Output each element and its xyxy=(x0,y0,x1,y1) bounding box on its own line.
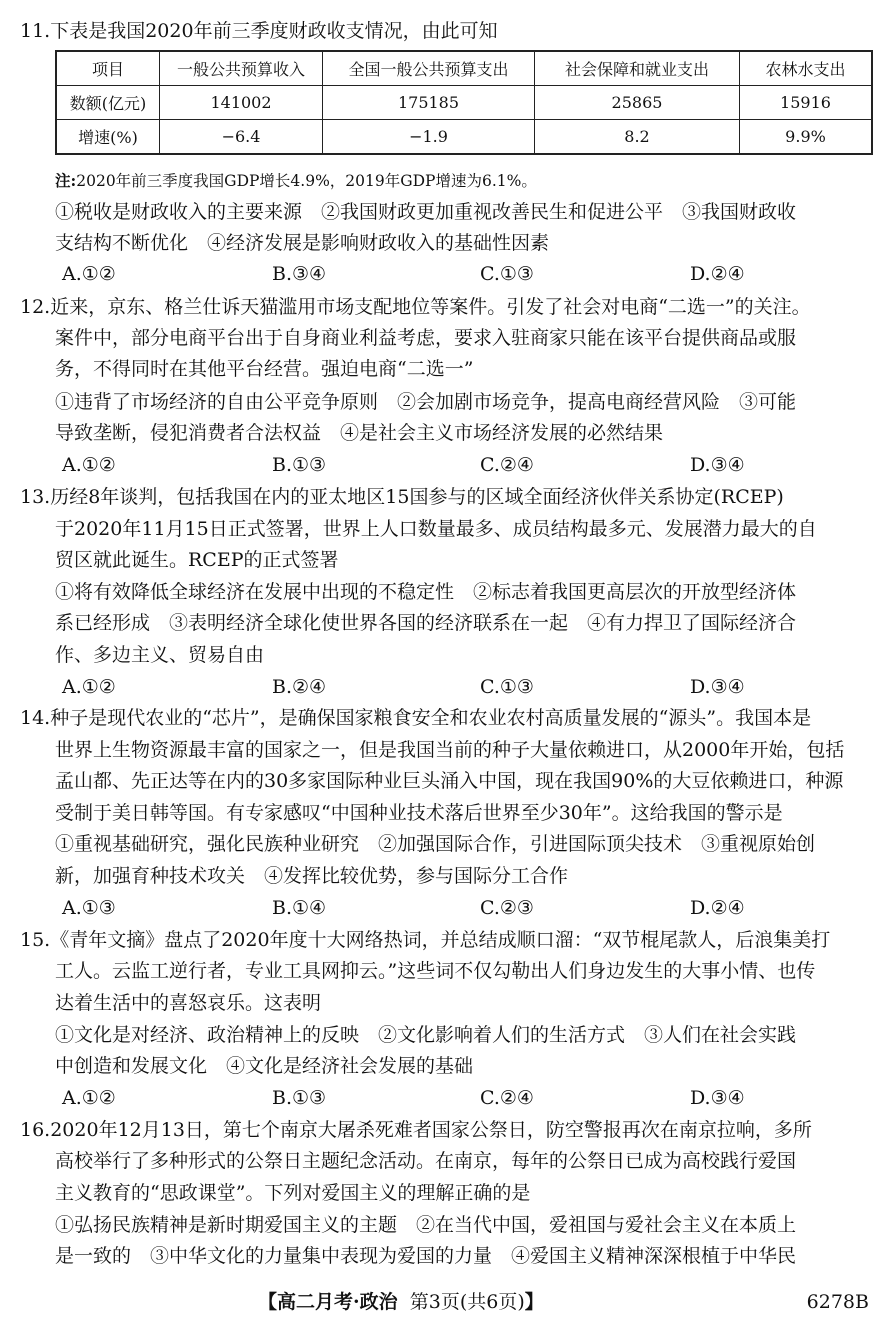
table-row xyxy=(56,86,872,120)
question-11-statement-line: ①税收是财政收入的主要来源 ②我国财政更加重视改善民生和促进公平 ③我国财政收 xyxy=(55,201,797,223)
table-header-cell: 项目 xyxy=(56,51,160,86)
question-13-line: 贸区就此诞生。RCEP的正式签署 xyxy=(55,549,339,571)
option-a[interactable]: A.①② xyxy=(62,1087,116,1109)
footer-exam-info xyxy=(258,1289,544,1315)
option-c[interactable]: C.①③ xyxy=(480,676,534,698)
question-11-stem: 11.下表是我国2020年前三季度财政收支情况，由此可知 xyxy=(20,20,498,42)
question-14-options xyxy=(62,893,842,923)
option-c[interactable]: C.①③ xyxy=(480,263,534,285)
question-11-statement-line: 支结构不断优化 ④经济发展是影响财政收入的基础性因素 xyxy=(55,232,550,254)
question-13-line: 系已经形成 ③表明经济全球化使世界各国的经济联系在一起 ④有力捍卫了国际经济合 xyxy=(55,612,797,634)
option-d[interactable]: D.③④ xyxy=(690,676,745,698)
footer-open-bracket: 【 xyxy=(258,1291,278,1313)
option-d[interactable]: D.②④ xyxy=(690,897,745,919)
finance-table xyxy=(55,50,873,155)
question-12-line: 导致垄断，侵犯消费者合法权益 ④是社会主义市场经济发展的必然结果 xyxy=(55,422,664,444)
note-text: 2020年前三季度我国GDP增长4.9%，2019年GDP增速为6.1%。 xyxy=(76,172,537,190)
question-13-line: ①将有效降低全球经济在发展中出现的不稳定性 ②标志着我国更高层次的开放型经济体 xyxy=(55,581,797,603)
question-14-line: 世界上生物资源最丰富的国家之一，但是我国当前的种子大量依赖进口，从2000年开始，包括 xyxy=(55,739,845,761)
table-cell: −6.4 xyxy=(160,120,323,155)
question-12-line: 案件中，部分电商平台出于自身商业利益考虑，要求入驻商家只能在该平台提供商品或服 xyxy=(55,327,797,349)
question-14-line: 14.种子是现代农业的“芯片”，是确保国家粮食安全和农业农村高质量发展的“源头”。我国本是 xyxy=(20,707,812,729)
question-16-line: 16.2020年12月13日，第七个南京大屠杀死难者国家公祭日，防空警报再次在南京拉响，多所 xyxy=(20,1119,812,1141)
option-d[interactable]: D.②④ xyxy=(690,263,745,285)
question-13-options xyxy=(62,672,842,702)
table-cell: 增速(%) xyxy=(56,120,160,155)
option-a[interactable]: A.①② xyxy=(62,454,116,476)
question-15-line: 中创造和发展文化 ④文化是经济社会发展的基础 xyxy=(55,1055,474,1077)
question-15-line: 工人。云监工逆行者，专业工具网抑云。”这些词不仅勾勒出人们身边发生的大事小情、也传 xyxy=(55,960,816,982)
option-b[interactable]: B.①③ xyxy=(272,1087,327,1109)
question-16-line: 主义教育的“思政课堂”。下列对爱国主义的理解正确的是 xyxy=(55,1182,531,1204)
table-cell: 数额(亿元) xyxy=(56,86,160,120)
question-12-line: ①违背了市场经济的自由公平竞争原则 ②会加剧市场竞争，提高电商经营风险 ③可能 xyxy=(55,391,797,413)
table-cell: 9.9% xyxy=(740,120,873,155)
question-12-options xyxy=(62,450,842,480)
table-header-cell: 农林水支出 xyxy=(740,51,873,86)
table-cell: 175185 xyxy=(323,86,535,120)
question-15-options xyxy=(62,1083,842,1113)
option-b[interactable]: B.①③ xyxy=(272,454,327,476)
question-14-line: 孟山都、先正达等在内的30多家国际种业巨头涌入中国，现在我国90%的大豆依赖进口，种源 xyxy=(55,770,844,792)
question-12-line: 12.近来，京东、格兰仕诉天猫滥用市场支配地位等案件。引发了社会对电商“二选一”的关注。 xyxy=(20,296,811,318)
option-c[interactable]: C.②④ xyxy=(480,1087,534,1109)
question-11-options xyxy=(62,259,842,289)
option-a[interactable]: A.①② xyxy=(62,263,116,285)
table-cell: 15916 xyxy=(740,86,873,120)
table-note xyxy=(55,170,537,192)
table-header-row xyxy=(56,51,872,86)
question-15-line: 达着生活中的喜怒哀乐。这表明 xyxy=(55,992,322,1014)
question-14-line: ①重视基础研究，强化民族种业研究 ②加强国际合作，引进国际顶尖技术 ③重视原始创 xyxy=(55,833,816,855)
table-header-cell: 全国一般公共预算支出 xyxy=(323,51,535,86)
option-d[interactable]: D.③④ xyxy=(690,454,745,476)
option-c[interactable]: C.②④ xyxy=(480,454,534,476)
option-d[interactable]: D.③④ xyxy=(690,1087,745,1109)
question-12-line: 务，不得同时在其他平台经营。强迫电商“二选一” xyxy=(55,358,474,380)
question-14-line: 受制于美日韩等国。有专家感叹“中国种业技术落后世界至少30年”。这给我国的警示是 xyxy=(55,802,783,824)
footer-exam-name: 高二月考·政治 xyxy=(277,1291,398,1313)
table-cell: 8.2 xyxy=(535,120,740,155)
footer-close-bracket: 】 xyxy=(524,1291,544,1313)
option-c[interactable]: C.②③ xyxy=(480,897,534,919)
option-b[interactable]: B.②④ xyxy=(272,676,327,698)
question-16-line: ①弘扬民族精神是新时期爱国主义的主题 ②在当代中国，爱祖国与爱社会主义在本质上 xyxy=(55,1214,797,1236)
question-13-line: 作、多边主义、贸易自由 xyxy=(55,644,265,666)
option-a[interactable]: A.①② xyxy=(62,676,116,698)
question-13-line: 13.历经8年谈判，包括我国在内的亚太地区15国参与的区域全面经济伙伴关系协定(RCEP) xyxy=(20,486,784,508)
question-14-line: 新，加强育种技术攻关 ④发挥比较优势，参与国际分工合作 xyxy=(55,865,569,887)
option-a[interactable]: A.①③ xyxy=(62,897,116,919)
option-b[interactable]: B.③④ xyxy=(272,263,327,285)
question-13-line: 于2020年11月15日正式签署，世界上人口数量最多、成员结构最多元、发展潜力最大的自 xyxy=(55,518,817,540)
table-row xyxy=(56,120,872,155)
footer-page-number: 第3页(共6页) xyxy=(409,1291,525,1313)
question-16-line: 高校举行了多种形式的公祭日主题纪念活动。在南京，每年的公祭日已成为高校践行爱国 xyxy=(55,1150,797,1172)
option-b[interactable]: B.①④ xyxy=(272,897,327,919)
table-cell: −1.9 xyxy=(323,120,535,155)
footer-paper-code: 6278B xyxy=(806,1291,869,1313)
question-15-line: ①文化是对经济、政治精神上的反映 ②文化影响着人们的生活方式 ③人们在社会实践 xyxy=(55,1024,797,1046)
table-header-cell: 一般公共预算收入 xyxy=(160,51,323,86)
note-label: 注: xyxy=(55,171,77,190)
table-cell: 141002 xyxy=(160,86,323,120)
table-header-cell: 社会保障和就业支出 xyxy=(535,51,740,86)
question-16-line: 是一致的 ③中华文化的力量集中表现为爱国的力量 ④爱国主义精神深深根植于中华民 xyxy=(55,1245,797,1267)
table-cell: 25865 xyxy=(535,86,740,120)
question-15-line: 15.《青年文摘》盘点了2020年度十大网络热词，并总结成顺口溜：“双节棍尾款人，后浪集美打 xyxy=(20,929,831,951)
